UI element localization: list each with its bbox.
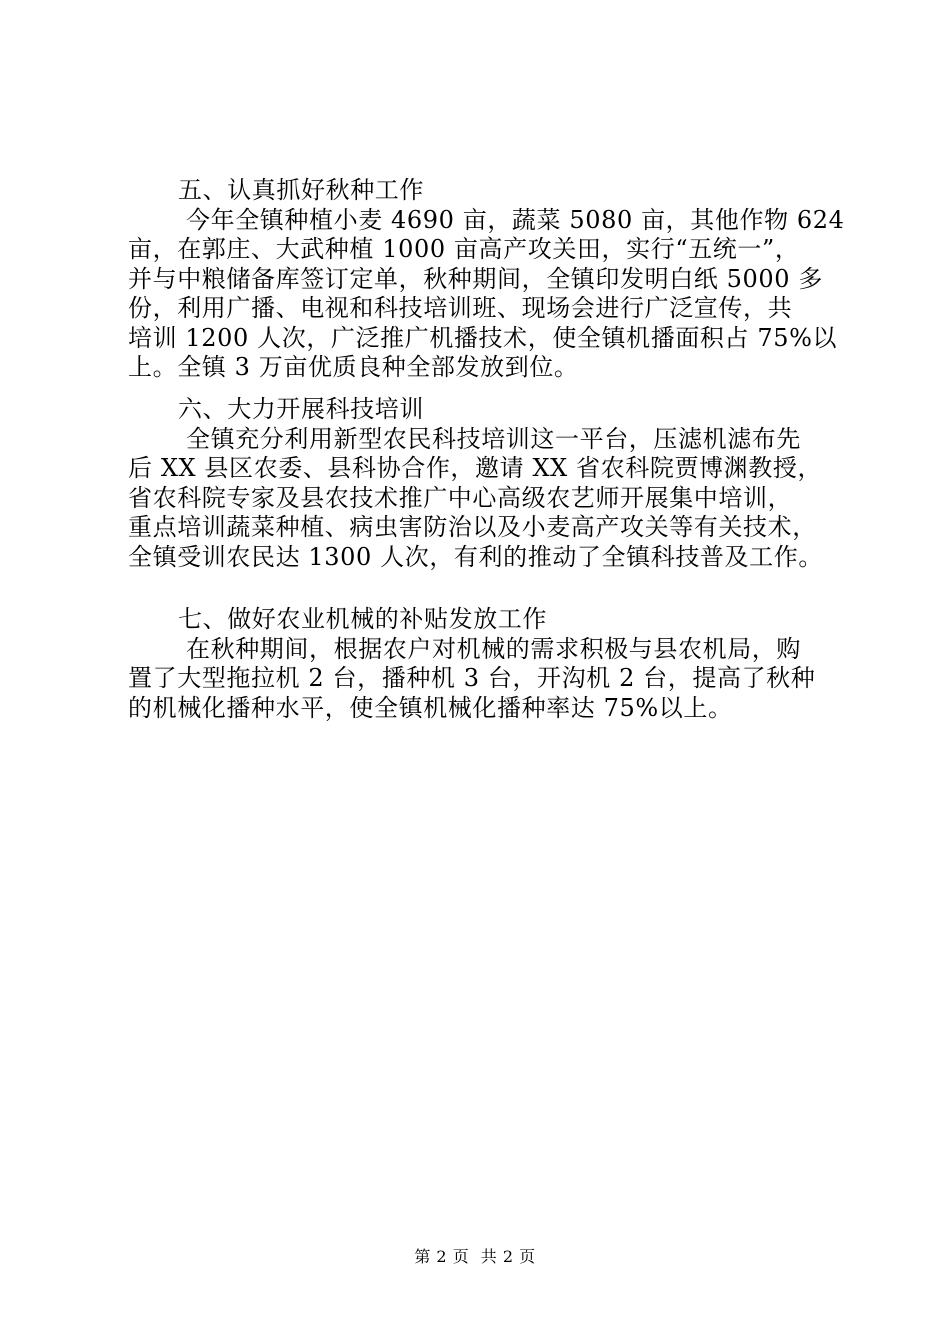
section-heading: 七、做好农业机械的补贴发放工作 — [178, 605, 547, 633]
page-total: 共 2 页 — [480, 1247, 536, 1266]
page-number: 第 2 页 — [414, 1247, 470, 1266]
paragraph-line: 亩，在郭庄、大武种植 1000 亩高产攻关田，实行“五统一”， — [128, 235, 800, 263]
section-6 — [128, 395, 838, 572]
paragraph-line: 份，利用广播、电视和科技培训班、现场会进行广泛宣传，共 — [128, 294, 793, 322]
paragraph-line: 重点培训蔬菜种植、病虫害防治以及小麦高产攻关等有关技术， — [128, 513, 817, 541]
paragraph-line: 置了大型拖拉机 2 台，播种机 3 台，开沟机 2 台，提高了秋种 — [128, 664, 816, 692]
paragraph-line: 全镇充分利用新型农民科技培训这一平台，压滤机滤布先 — [186, 424, 801, 453]
paragraph-line: 并与中粮储备库签订定单，秋种期间，全镇印发明白纸 5000 多 — [128, 264, 823, 293]
paragraph-line: 全镇受训农民达 1300 人次，有利的推动了全镇科技普及工作。 — [128, 542, 823, 571]
section-7 — [128, 605, 838, 723]
section-5 — [128, 176, 845, 383]
paragraph-line: 培训 1200 人次，广泛推广机播技术，使全镇机播面积占 75%以 — [128, 323, 838, 352]
paragraph-line: 上。全镇 3 万亩优质良种全部发放到位。 — [128, 353, 579, 381]
section-heading: 五、认真抓好秋种工作 — [178, 176, 424, 204]
paragraph-line: 的机械化播种水平，使全镇机械化播种率达 75%以上。 — [128, 693, 733, 722]
paragraph-line: 今年全镇种植小麦 4690 亩，蔬菜 5080 亩，其他作物 624 — [186, 205, 845, 234]
paragraph-line: 后 XX 县区农委、县科协合作，邀请 XX 省农科院贾博渊教授， — [128, 454, 823, 482]
section-heading: 六、大力开展科技培训 — [178, 395, 424, 423]
paragraph-line: 在秋种期间，根据农户对机械的需求积极与县农机局，购 — [186, 634, 801, 663]
paragraph-line: 省农科院专家及县农技术推广中心高级农艺师开展集中培训， — [128, 483, 793, 512]
page-footer — [0, 1244, 950, 1267]
